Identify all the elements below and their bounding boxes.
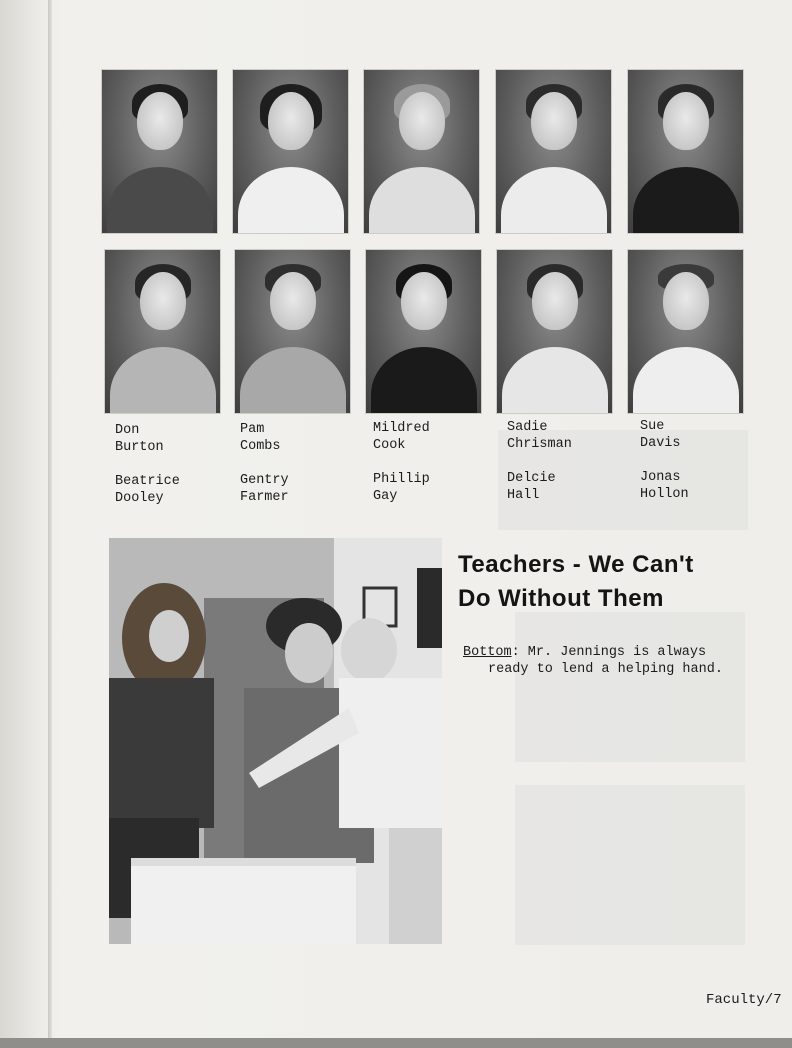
faculty-name: Don Burton (115, 423, 164, 455)
faculty-name: Pam Combs (240, 422, 281, 454)
faculty-portrait (628, 250, 743, 413)
group-photo (109, 538, 442, 944)
page-bottom-edge (0, 1038, 792, 1048)
faculty-name: Mildred Cook (373, 421, 430, 453)
caption-label: Bottom (463, 645, 512, 660)
faculty-name: Gentry Farmer (240, 473, 289, 505)
faculty-portrait (628, 70, 743, 233)
photo-caption (463, 644, 753, 678)
page-heading (458, 548, 758, 616)
faculty-portrait (497, 250, 612, 413)
bleed-through-shadow (515, 612, 745, 762)
faculty-portrait (366, 250, 481, 413)
page-number: Faculty/7 (706, 992, 782, 1008)
bleed-through-shadow (515, 785, 745, 945)
faculty-portrait (233, 70, 348, 233)
faculty-portrait (364, 70, 479, 233)
faculty-name: Beatrice Dooley (115, 474, 180, 506)
page-gutter (48, 0, 52, 1048)
faculty-portrait (235, 250, 350, 413)
caption-text-line-2: ready to lend a helping hand. (488, 662, 723, 677)
faculty-name: Phillip Gay (373, 472, 430, 504)
heading-line-1: Teachers - We Can't (458, 551, 694, 578)
caption-text-line-1: : Mr. Jennings is always (511, 645, 707, 660)
faculty-name: Sadie Chrisman (507, 420, 572, 452)
faculty-name: Delcie Hall (507, 471, 556, 503)
faculty-portrait (105, 250, 220, 413)
faculty-name: Sue Davis (640, 419, 681, 451)
heading-line-2: Do Without Them (458, 585, 664, 612)
workshop-scene-illustration (109, 538, 442, 944)
faculty-portrait (102, 70, 217, 233)
faculty-portrait (496, 70, 611, 233)
faculty-name: Jonas Hollon (640, 470, 689, 502)
